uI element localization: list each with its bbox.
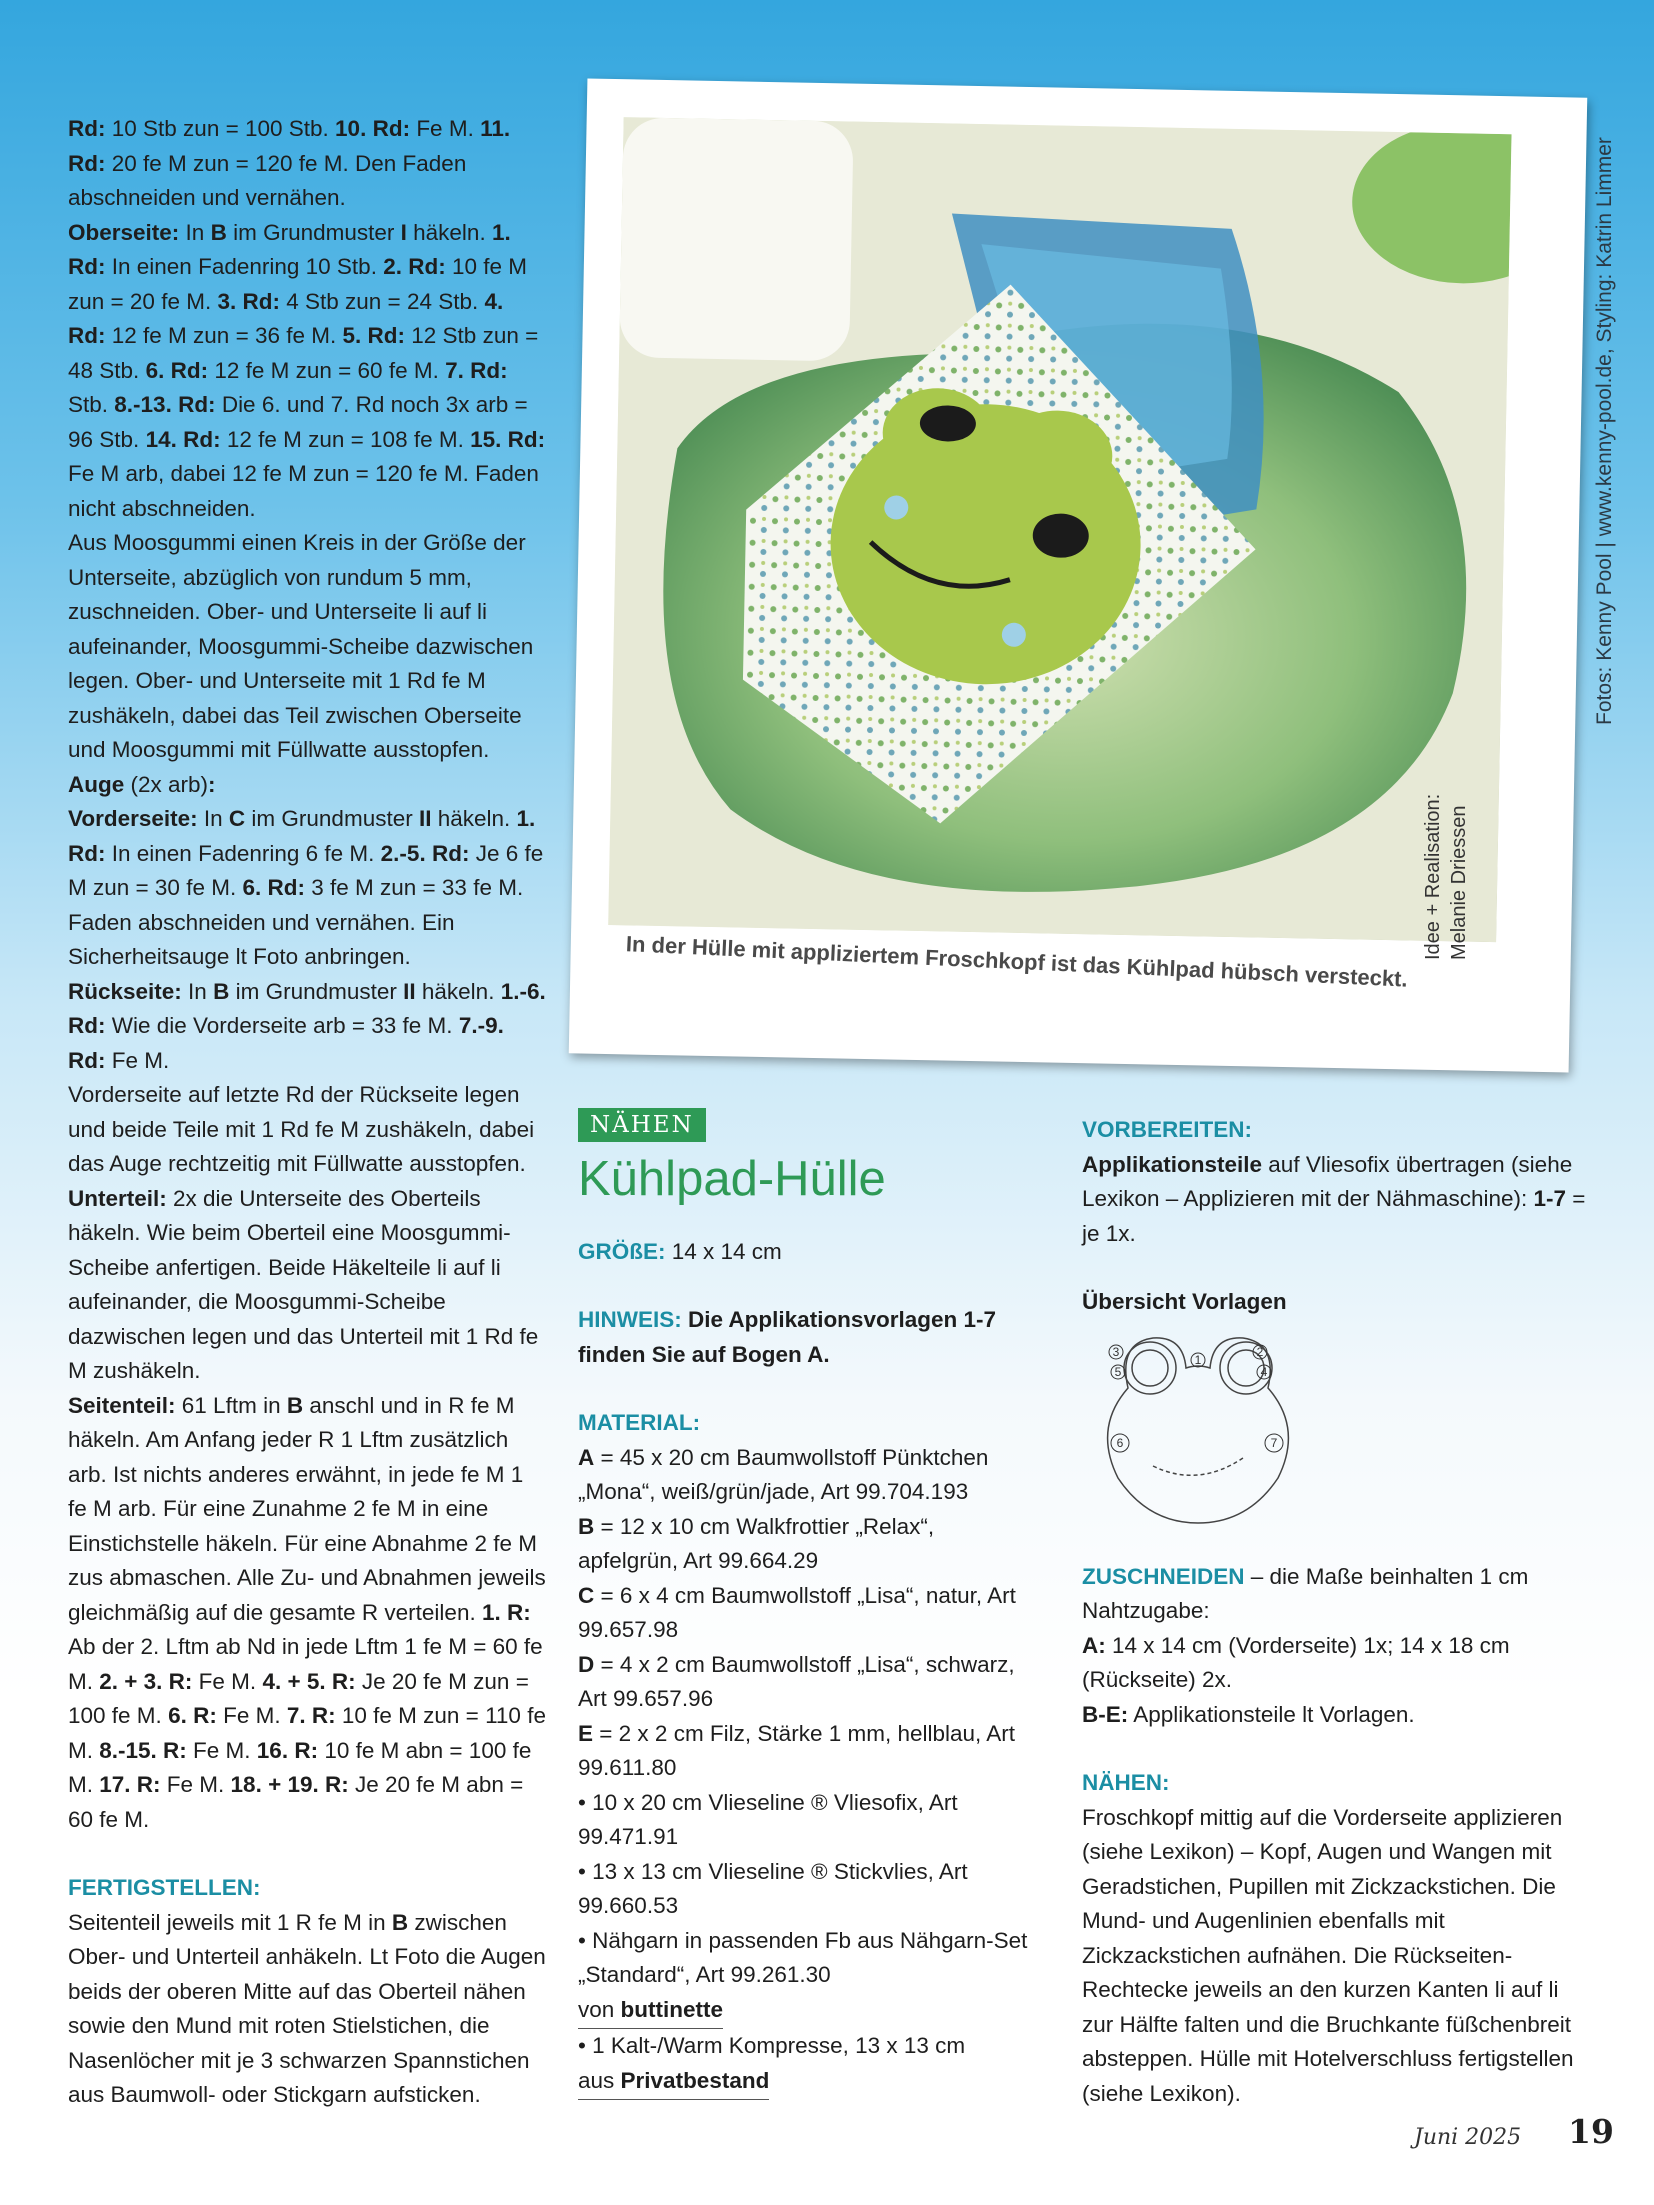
photo-illustration bbox=[608, 117, 1511, 942]
paragraph-oberseite: Oberseite: In B im Grundmuster I häkeln. 1. Rd: In einen Fadenring 10 Stb. 2. Rd: 10 fe M zun = 20 fe M. 3. Rd: 4 Stb zun = 24 Stb. 4. Rd: 12 fe M zun = 36 fe M. 5. Rd: 12 Stb zun = 48 Stb. 6. Rd: 12 fe M zun = 60 fe M. 7. Rd: Stb. 8.-13. Rd: Die 6. und 7. Rd noch 3x arb = 96 Stb. 14. Rd: 12 fe M zun = 108 fe M. 15. Rd: Fe M arb, dabei 12 fe M zun = 120 fe M. Faden nicht abschneiden. bbox=[68, 219, 546, 521]
paragraph-naehen: Froschkopf mittig auf die Vorderseite applizieren (siehe Lexikon) – Kopf, Augen und Wangen mit Geradstichen, Pupillen mit Zickzackstichen. Die Mund- und Augenlinien ebenfalls mit Zickzackstichen aufnähen. Die Rückseiten-Rechtecke jeweils an den kurzen Kanten li auf li zur Hälfte falten und die Bruchkante füßchenbreit absteppen. Hülle mit Hotelverschluss fertigstellen (siehe Lexikon). bbox=[1082, 1804, 1574, 2106]
template-number: 3 bbox=[1112, 1345, 1120, 1359]
material-item: C = 6 x 4 cm Baumwollstoff „Lisa“, natur, Art 99.657.98 bbox=[578, 1582, 1016, 1642]
paragraph-rounds-end: Rd: 10 Stb zun = 100 Stb. 10. Rd: Fe M. 11. Rd: 20 fe M zun = 120 fe M. Den Faden abschneiden und vernähen. bbox=[68, 116, 511, 210]
paragraph-rueckseite: Rückseite: In B im Grundmuster II häkeln. 1.-6. Rd: Wie die Vorderseite arb = 33 fe M. 7.-9. Rd: Fe M. bbox=[68, 978, 546, 1073]
template-number: 7 bbox=[1270, 1436, 1278, 1450]
credit-idee: Idee + Realisation: Melanie Driessen bbox=[1422, 793, 1470, 960]
footer-month: Juni 2025 bbox=[1414, 2125, 1522, 2150]
page-number: 19 bbox=[1568, 2112, 1614, 2151]
material-item: B = 12 x 10 cm Walkfrottier „Relax“, apfelgrün, Art 99.664.29 bbox=[578, 1513, 935, 1573]
photo-frog-cooling-pad bbox=[608, 117, 1511, 942]
paragraph-moosgummi: Aus Moosgummi einen Kreis in der Größe der Unterseite, abzüglich von rundum 5 mm, zuschneiden. Ober- und Unterseite li auf li aufeinander, Moosgummi-Scheibe dazwischen legen. Ober- und Unterseite mit 1 Rd fe M zushäkeln, dabei das Teil zwischen Oberseite und Moosgummi mit Füllwatte ausstopfen. bbox=[68, 530, 534, 762]
paragraph-fertigstellen: Seitenteil jeweils mit 1 R fe M in B zwischen Ober- und Unterteil anhäkeln. Lt Foto die Augen beids der oberen Mitte auf das Oberteil nähen sowie den Mund mit roten Stielstichen, die Nasenlöcher mit je 3 schwarzen Spannstichen aus Baumwoll- oder Stickgarn aufsticken. bbox=[68, 1909, 546, 2107]
material-item: A = 45 x 20 cm Baumwollstoff Pünktchen „Mona“, weiß/grün/jade, Art 99.704.193 bbox=[578, 1444, 989, 1504]
heading-naehen: NÄHEN: bbox=[1082, 1770, 1170, 1795]
source-buttinette: von buttinette bbox=[578, 1993, 1038, 2030]
paragraph-zusammen: Vorderseite auf letzte Rd der Rückseite legen und beide Teile mit 1 Rd fe M zushäkeln, dabei das Auge rechtzeitig mit Füllwatte ausstopfen. bbox=[68, 1082, 535, 1176]
paragraph-vorderseite: Vorderseite: In C im Grundmuster II häkeln. 1. Rd: In einen Fadenring 6 fe M. 2.-5. Rd: Je 6 fe M zun = 30 fe M. 6. Rd: 3 fe M zun = 33 fe M. Faden abschneiden und vernähen. Ein Sicherheitsauge lt Foto anbringen. bbox=[68, 806, 544, 969]
photo-caption: In der Hülle mit appliziertem Froschkopf ist das Kühlpad hübsch versteckt. bbox=[625, 931, 1409, 992]
template-overview-diagram bbox=[1078, 1318, 1318, 1538]
material-item: E = 2 x 2 cm Filz, Stärke 1 mm, hellblau, Art 99.611.80 bbox=[578, 1720, 1016, 1780]
section-badge: NÄHEN bbox=[578, 1108, 706, 1142]
heading-material: MATERIAL: bbox=[578, 1410, 701, 1435]
paragraph-zuschneiden: ZUSCHNEIDEN – die Maße beinhalten 1 cm Nahtzugabe: bbox=[1082, 1563, 1529, 1623]
article-title: Kühlpad-Hülle bbox=[578, 1151, 886, 1206]
right-text-column bbox=[1082, 1113, 1595, 2111]
middle-text-column bbox=[578, 1108, 1038, 2100]
material-bullet: • 13 x 13 cm Vlieseline ® Stickvlies, Art 99.660.53 bbox=[578, 1858, 968, 1918]
material-bullet: • Nähgarn in passenden Fb aus Nähgarn-Set „Standard“, Art 99.261.30 bbox=[578, 1927, 1028, 1987]
material-bullet: • 10 x 20 cm Vlieseline ® Vliesofix, Art 99.471.91 bbox=[578, 1789, 958, 1849]
heading-uebersicht: Übersicht Vorlagen bbox=[1082, 1289, 1287, 1314]
paragraph-vorbereiten: Applikationsteile auf Vliesofix übertragen (siehe Lexikon – Applizieren mit der Nähmaschine): 1-7 = je 1x. bbox=[1082, 1151, 1586, 1246]
material-item: D = 4 x 2 cm Baumwollstoff „Lisa“, schwarz, Art 99.657.96 bbox=[578, 1651, 1015, 1711]
heading-fertigstellen: FERTIGSTELLEN: bbox=[68, 1875, 261, 1900]
paragraph-unterteil: Unterteil: 2x die Unterseite des Oberteils häkeln. Wie beim Oberteil eine Moosgummi-Scheibe anfertigen. Beide Häkelteile li auf li aufeinander, die Moosgummi-Scheibe dazwischen legen und das Unterteil mit 1 Rd fe M zushäkeln. bbox=[68, 1185, 539, 1383]
source-privatbestand: aus Privatbestand bbox=[578, 2064, 1038, 2101]
credit-fotos: Fotos: Kenny Pool | www.kenny-pool.de, Styling: Katrin Limmer bbox=[1593, 137, 1616, 725]
template-numbers bbox=[1109, 1345, 1283, 1452]
size-info: GRÖßE: 14 x 14 cm bbox=[578, 1238, 782, 1264]
template-number: 5 bbox=[1114, 1365, 1122, 1379]
template-number: 6 bbox=[1116, 1436, 1124, 1450]
heading-vorbereiten: VORBEREITEN: bbox=[1082, 1117, 1253, 1142]
template-number: 4 bbox=[1260, 1365, 1268, 1379]
template-number: 1 bbox=[1194, 1353, 1202, 1367]
heading-auge: Auge (2x arb): bbox=[68, 771, 216, 797]
material-bullet: • 1 Kalt-/Warm Kompresse, 13 x 13 cm bbox=[578, 2033, 966, 2058]
cut-a: A: 14 x 14 cm (Vorderseite) 1x; 14 x 18 cm (Rückseite) 2x. bbox=[1082, 1632, 1510, 1692]
left-text-column bbox=[68, 112, 546, 2113]
paragraph-seitenteil: Seitenteil: 61 Lftm in B anschl und in R fe M häkeln. Am Anfang jeder R 1 Lftm zusätzlich arb. Ist nichts anderes erwähnt, in jede fe M 1 fe M arb. Für eine Zunahme 2 fe M in eine Einstichstelle häkeln. Für eine Abnahme 2 fe M zus abmaschen. Alle Zu- und Abnahmen jeweils gleichmäßig auf die gesamte R verteilen. 1. R: Ab der 2. Lftm ab Nd in jede Lftm 1 fe M = 60 fe M. 2. + 3. R: Fe M. 4. + 5. R: Je 20 fe M zun = 100 fe M. 6. R: Fe M. 7. R: 10 fe M zun = 110 fe M. 8.-15. R: Fe M. 16. R: 10 fe M abn = 100 fe M. 17. R: Fe M. 18. + 19. R: Je 20 fe M abn = 60 fe M. bbox=[68, 1392, 546, 1832]
cut-b-e: B-E: Applikationsteile lt Vorlagen. bbox=[1082, 1701, 1415, 1727]
hint-info: HINWEIS: Die Applikationsvorlagen 1-7 finden Sie auf Bogen A. bbox=[578, 1307, 996, 1367]
template-number: 2 bbox=[1256, 1345, 1264, 1359]
